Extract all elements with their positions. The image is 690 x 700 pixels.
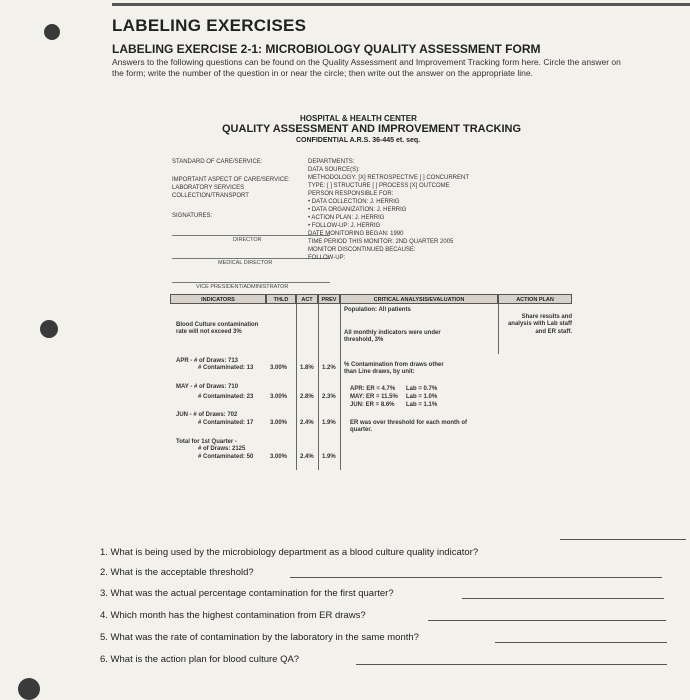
may-act: 2.8%: [300, 394, 314, 400]
total-contaminated: # Contaminated: 50: [198, 454, 254, 460]
jun-draws: JUN - # of Draws: 702: [176, 412, 238, 418]
binder-hole: [44, 24, 60, 40]
signature-line: [172, 282, 330, 283]
question-2: 2. What is the acceptable threshold?: [100, 567, 254, 578]
methodology-line: METHODOLOGY: [X] RETROSPECTIVE [ ] CONCURRENT: [308, 175, 470, 181]
question-3: 3. What was the actual percentage contamination for the first quarter?: [100, 588, 394, 599]
col-header-prev: PREV: [318, 294, 340, 304]
question-5: 5. What was the rate of contamination by the laboratory in the same month?: [100, 632, 419, 643]
jun-er: JUN: ER = 8.6%: [350, 402, 395, 408]
discontinued: MONITOR DISCONTINUED BECAUSE:: [308, 247, 416, 253]
question-1: 1. What is being used by the microbiology department as a blood culture quality indicator?: [100, 547, 479, 558]
form-org: HOSPITAL & HEALTH CENTER: [300, 114, 417, 123]
column-divider: [318, 304, 319, 470]
column-divider: [296, 304, 297, 470]
col-header-action: ACTION PLAN: [498, 294, 572, 304]
may-thld: 3.00%: [270, 394, 288, 400]
top-rule: [112, 3, 690, 6]
may-draws: MAY - # of Draws: 710: [176, 384, 239, 390]
may-prev: 2.3%: [322, 394, 336, 400]
col-header-indicators: INDICATORS: [170, 294, 266, 304]
medical-director-label: MEDICAL DIRECTOR: [218, 260, 273, 266]
answer-line[interactable]: [560, 539, 686, 540]
may-lab: Lab = 1.0%: [406, 394, 438, 400]
signature-line: [172, 235, 330, 236]
col-header-analysis: CRITICAL ANALYSIS/EVALUATION: [340, 294, 498, 304]
column-divider: [498, 304, 499, 354]
aspect-label: IMPORTANT ASPECT OF CARE/SERVICE:: [172, 177, 290, 183]
jun-thld: 3.00%: [270, 420, 288, 426]
total-draws: # of Draws: 2125: [198, 446, 246, 452]
responsible-item: • DATA COLLECTION: J. HERRIG: [308, 199, 400, 205]
followup: FOLLOW-UP:: [308, 255, 346, 261]
action-plan-text: Share results and analysis with Lab staff and ER staff.: [507, 314, 572, 335]
binder-hole: [40, 320, 58, 338]
population: Population: All patients: [344, 307, 411, 313]
answer-line[interactable]: [290, 577, 662, 578]
form-title: QUALITY ASSESSMENT AND IMPROVEMENT TRACKING: [222, 123, 522, 135]
answer-line[interactable]: [462, 598, 664, 599]
col-header-thld: THLD: [266, 294, 296, 304]
total-thld: 3.00%: [270, 454, 288, 460]
director-label: DIRECTOR: [233, 237, 262, 243]
time-period: TIME PERIOD THIS MONITOR: 2ND QUARTER 2005: [308, 239, 454, 245]
type-line: TYPE: [ ] STRUCTURE [ ] PROCESS [X] OUTCOME: [308, 183, 450, 189]
section-title: LABELING EXERCISES: [112, 16, 307, 35]
responsible-item: • ACTION PLAN: J. HERRIG: [308, 215, 385, 221]
column-divider: [340, 304, 341, 470]
departments-label: DEPARTMENTS:: [308, 159, 355, 165]
responsible-item: • FOLLOW-UP: J. HERRIG: [308, 223, 381, 229]
jun-prev: 1.9%: [322, 420, 336, 426]
standard-label: STANDARD OF CARE/SERVICE:: [172, 159, 263, 165]
signature-line: [172, 258, 330, 259]
answer-line[interactable]: [356, 664, 667, 665]
date-began: DATE MONITORING BEGAN: 1990: [308, 231, 404, 237]
er-note: ER was over threshold for each month of quarter.: [350, 420, 468, 434]
instructions: Answers to the following questions can be found on the Quality Assessment and Improvement Tracking form here. Circle the answer on the form; write the number of the question in or near the circle; then write out the answer on the appropriate line.: [112, 57, 621, 78]
apr-draws: APR - # of Draws: 713: [176, 358, 239, 364]
answer-line[interactable]: [495, 642, 667, 643]
collection-transport: COLLECTION/TRANSPORT: [172, 193, 249, 199]
exercise-title: LABELING EXERCISE 2-1: MICROBIOLOGY QUALITY ASSESSMENT FORM: [112, 42, 541, 56]
apr-act: 1.8%: [300, 365, 314, 371]
vp-label: VICE PRESIDENT/ADMINISTRATOR: [196, 284, 289, 290]
jun-contaminated: # Contaminated: 17: [198, 420, 254, 426]
indicator-table: [170, 294, 572, 470]
person-responsible: PERSON RESPONSIBLE FOR:: [308, 191, 394, 197]
lab-services: LABORATORY SERVICES: [172, 185, 245, 191]
indicator-text: Blood Culture contamination rate will not exceed 3%: [176, 322, 259, 336]
responsible-item: • DATA ORGANIZATION: J. HERRIG: [308, 207, 407, 213]
total-act: 2.4%: [300, 454, 314, 460]
apr-er: APR: ER = 4.7%: [350, 386, 396, 392]
form-confidential: CONFIDENTIAL A.R.S. 36-445 et. seq.: [296, 137, 421, 144]
total-label: Total for 1st Quarter -: [176, 439, 237, 445]
question-4: 4. Which month has the highest contamination from ER draws?: [100, 610, 366, 621]
may-contaminated: # Contaminated: 23: [198, 394, 254, 400]
data-source-label: DATA SOURCE(S):: [308, 167, 360, 173]
apr-lab: Lab = 0.7%: [406, 386, 438, 392]
apr-thld: 3.00%: [270, 365, 288, 371]
apr-contaminated: # Contaminated: 13: [198, 365, 254, 371]
apr-prev: 1.2%: [322, 365, 336, 371]
jun-act: 2.4%: [300, 420, 314, 426]
binder-hole: [18, 678, 40, 700]
may-er: MAY: ER = 11.5%: [350, 394, 398, 400]
jun-lab: Lab = 1.1%: [406, 402, 438, 408]
col-header-act: ACT: [296, 294, 318, 304]
all-monthly: All monthly indicators were under threshold, 3%: [344, 330, 441, 344]
answer-line[interactable]: [428, 620, 666, 621]
total-prev: 1.9%: [322, 454, 336, 460]
question-6: 6. What is the action plan for blood culture QA?: [100, 654, 300, 665]
signatures-label: SIGNATURES:: [172, 213, 213, 219]
contamination-note: % Contamination from draws other than Line draws, by unit:: [344, 362, 444, 376]
